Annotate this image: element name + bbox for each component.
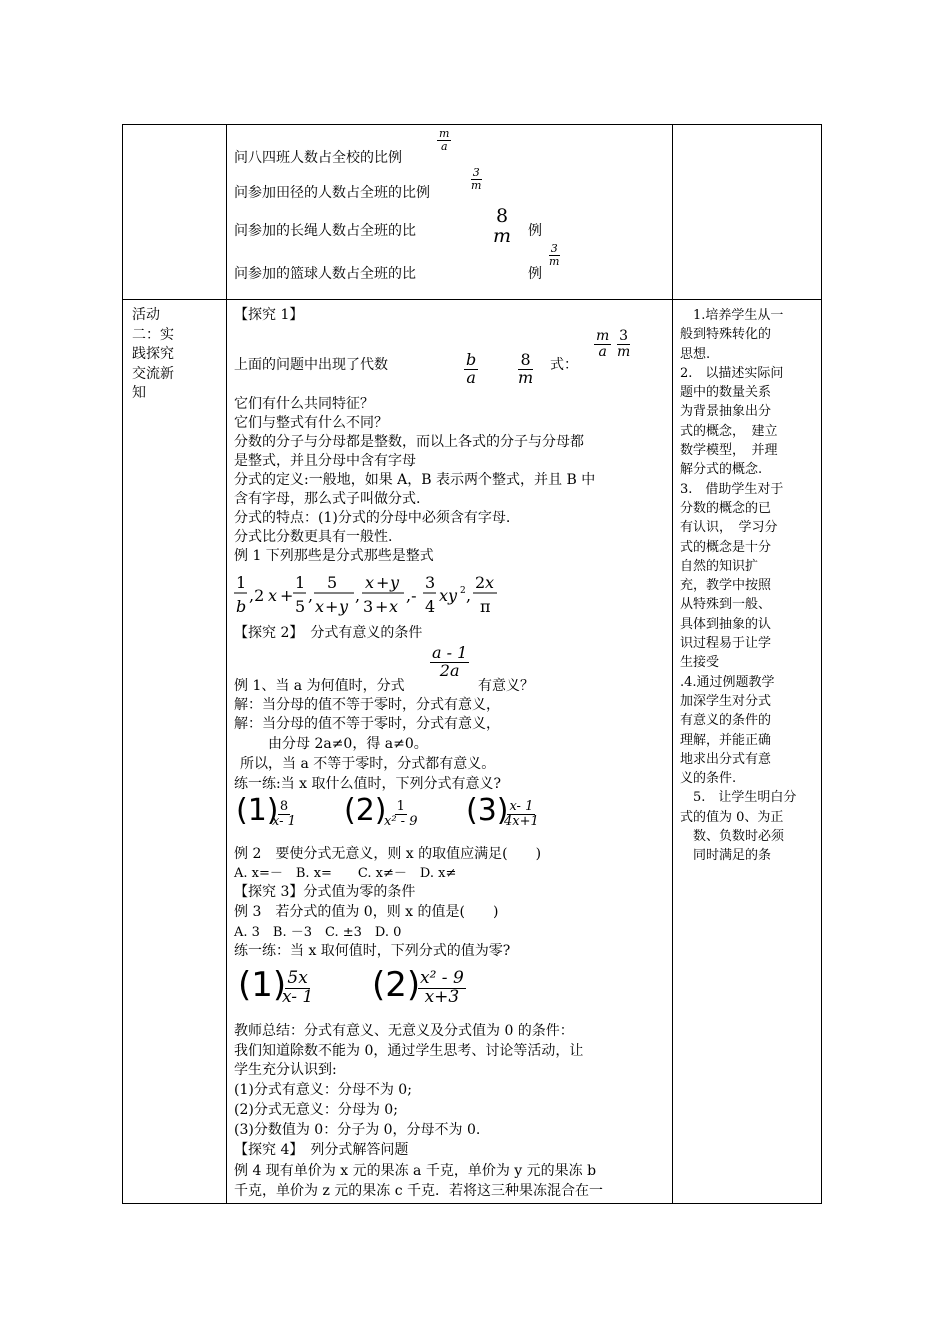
svg-text:,: , bbox=[466, 586, 472, 605]
column-divider bbox=[672, 125, 673, 1203]
column-divider bbox=[226, 125, 227, 1203]
solution-line: 由分母 2a≠0，得 a≠0。 bbox=[268, 736, 428, 752]
svg-text:2: 2 bbox=[475, 573, 486, 592]
teaching-goals: 1.培养学生从一 般到特殊转化的 思想. 2. 以描述实际问 题中的数量关系 为背景抽象出分 式的概念， 建立 数学模型， 并理 解分式的概念. 3. 借助学生对于 分数的概念的已 有认识， 学习分 式的概念是十分 自然的知识扩 充，教学中按照 从特殊到一般、 具体到抽象的认 识过程易于让学 生接受 .4.通过例题教学 加深学生对分式 有意义的条件的 理解，并能正确 地求出分式有意 义的条件. 5. 让学生明白分 式的值为 0、为正 数、负数时必须 同时满足的条 bbox=[680, 308, 797, 864]
fraction-definition: 分式的定义:一般地，如果 A，B 表示两个整式，并且 B 中 bbox=[234, 472, 596, 488]
explore2-example-end: 有意义？ bbox=[478, 678, 534, 694]
example-3: 例 3 若分式的值为 0，则 x 的值是( ) bbox=[234, 904, 499, 920]
summary-line: 我们知道除数不能为 0，通过学生思考、讨论等活动，让 bbox=[234, 1043, 584, 1059]
fraction-8-over-m: 8 m bbox=[493, 205, 512, 247]
svg-text:x: x bbox=[268, 586, 278, 605]
top-line-1: 问八四班人数占全校的比例 bbox=[234, 150, 402, 166]
svg-text:3: 3 bbox=[363, 597, 374, 616]
zero-fraction-2: $\frac{\text{x² - 9}}{x+3}$ bbox=[420, 968, 464, 1007]
teacher-summary: 教师总结：分式有意义、无意义及分式值为 0 的条件： bbox=[234, 1023, 574, 1039]
svg-text:+: + bbox=[375, 597, 389, 616]
explore1-intro: 上面的问题中出现了代数 bbox=[234, 357, 388, 373]
svg-text:+: + bbox=[376, 573, 390, 592]
zero-fraction-1: $\frac{5x}{x- 1}$ bbox=[282, 968, 314, 1007]
item-number: (1) bbox=[238, 965, 287, 1005]
svg-text:,-: ,- bbox=[406, 586, 417, 605]
example-1: 例 1 下列那些是分式那些是整式 bbox=[234, 548, 434, 564]
svg-text:xy: xy bbox=[439, 586, 458, 605]
top-line-4: 问参加的篮球人数占全班的比 bbox=[234, 266, 416, 282]
explore1-intro-end: 式： bbox=[550, 357, 578, 373]
svg-text:x: x bbox=[365, 573, 375, 592]
explore1-text: 分数的分子与分母都是整数，而以上各式的分子与分母都 bbox=[234, 434, 584, 450]
top-line-2: 问参加田径的人数占全班的比例 bbox=[234, 185, 430, 201]
top-line-3-end: 例 bbox=[528, 223, 542, 239]
svg-text:5: 5 bbox=[327, 573, 338, 592]
summary-line: 学生充分认识到: bbox=[234, 1062, 337, 1078]
solution-line: 所以，当 a 不等于零时，分式都有意义。 bbox=[240, 756, 496, 772]
fraction-m-over-a: $\frac{m}{a}$ bbox=[596, 328, 610, 360]
svg-text:,: , bbox=[308, 586, 314, 605]
item-number: (2) bbox=[372, 965, 421, 1005]
fraction-general: 分式比分数更具有一般性. bbox=[234, 529, 393, 545]
row-divider bbox=[123, 299, 821, 300]
svg-text:5: 5 bbox=[295, 597, 306, 616]
fraction-3-over-m: $\frac{3}{m}$ bbox=[549, 242, 560, 268]
activity-label: 活动二：实践探究交流新知 bbox=[132, 307, 174, 401]
explore1-text: 是整式，并且分母中含有字母 bbox=[234, 453, 416, 469]
top-line-4-end: 例 bbox=[528, 266, 542, 282]
fraction-definition: 含有字母，那么式子叫做分式. bbox=[234, 491, 421, 507]
svg-text:3: 3 bbox=[425, 573, 436, 592]
svg-text:,2: ,2 bbox=[249, 586, 265, 605]
fraction-3-over-m: $\frac{3}{m}$ bbox=[471, 166, 482, 192]
explore1-question-2: 它们与整式有什么不同？ bbox=[234, 415, 388, 431]
svg-text:,: , bbox=[355, 586, 361, 605]
svg-text:1: 1 bbox=[236, 573, 247, 592]
svg-text:y: y bbox=[339, 597, 349, 616]
svg-text:x: x bbox=[389, 597, 399, 616]
summary-condition: (2)分式无意义：分母为 0; bbox=[234, 1102, 398, 1118]
item-number: (1) bbox=[236, 793, 279, 828]
summary-condition: (1)分式有意义：分母不为 0; bbox=[234, 1082, 412, 1098]
explore2-example: 例 1、当 a 为何值时，分式 bbox=[234, 678, 405, 694]
svg-text:+: + bbox=[325, 597, 339, 616]
example-4: 千克，单价为 z 元的果冻 c 千克．若将这三种果冻混合在一 bbox=[234, 1183, 604, 1199]
svg-text:4: 4 bbox=[425, 597, 436, 616]
item-number: (2) bbox=[344, 793, 387, 828]
fraction-3-over-m: $\frac{3}{m}$ bbox=[617, 328, 631, 360]
fraction-8-over-m: $\frac{8}{m}$ bbox=[518, 350, 534, 387]
example-3-options: A. 3 B. －3 C. ±3 D. 0 bbox=[234, 925, 402, 940]
svg-text:x: x bbox=[315, 597, 325, 616]
example-2-options: A. x=－ B. x= C. x≠－ D. x≠ bbox=[234, 866, 457, 881]
example-1-expression-list bbox=[232, 568, 512, 618]
svg-text:y: y bbox=[390, 573, 400, 592]
explore3-heading: 【探究 3】分式值为零的条件 bbox=[234, 884, 416, 900]
svg-text:2: 2 bbox=[460, 586, 466, 596]
example-2: 例 2 要使分式无意义，则 x 的取值应满足( ) bbox=[234, 846, 542, 862]
fraction-m-over-a: $\frac{m}{a}$ bbox=[439, 127, 450, 153]
fraction-feature: 分式的特点：(1)分式的分母中必须含有字母. bbox=[234, 510, 511, 526]
practice-prompt: 练一练:当 x 取什么值时，下列分式有意义? bbox=[234, 776, 502, 792]
explore4-heading: 【探究 4】 列分式解答问题 bbox=[234, 1142, 409, 1158]
item-number: (3) bbox=[466, 793, 509, 828]
practice-fraction-3: $\frac{x- 1}{4x+1}$ bbox=[504, 799, 539, 829]
practice-fraction-1: $\frac{8}{x- 1}$ bbox=[272, 799, 296, 829]
summary-condition: (3)分数值为 0：分子为 0，分母不为 0. bbox=[234, 1122, 481, 1138]
explore2-heading: 【探究 2】 分式有意义的条件 bbox=[234, 625, 423, 641]
top-line-3: 问参加的长绳人数占全班的比 bbox=[234, 223, 416, 239]
svg-text:1: 1 bbox=[295, 573, 306, 592]
practice-prompt: 练一练：当 x 取何值时，下列分式的值为零? bbox=[234, 943, 511, 959]
fraction-a-minus-1-over-2a: $\frac{a - 1}{2a}$ bbox=[432, 643, 468, 680]
svg-text:b: b bbox=[236, 597, 247, 616]
solution-line: 解：当分母的值不等于零时，分式有意义， bbox=[234, 697, 500, 713]
example-4: 例 4 现有单价为 x 元的果冻 a 千克，单价为 y 元的果冻 b bbox=[234, 1163, 597, 1179]
explore1-heading: 【探究 1】 bbox=[234, 307, 304, 323]
svg-text:π: π bbox=[480, 597, 491, 616]
practice-fraction-2: $\frac{1}{\text{x² - 9}}$ bbox=[384, 799, 418, 829]
svg-text:+: + bbox=[280, 586, 294, 605]
explore1-question-1: 它们有什么共同特征？ bbox=[234, 396, 374, 412]
fraction-b-over-a: $\frac{b}{a}$ bbox=[466, 350, 477, 387]
solution-line: 解：当分母的值不等于零时，分式有意义， bbox=[234, 716, 500, 732]
svg-text:x: x bbox=[485, 573, 495, 592]
